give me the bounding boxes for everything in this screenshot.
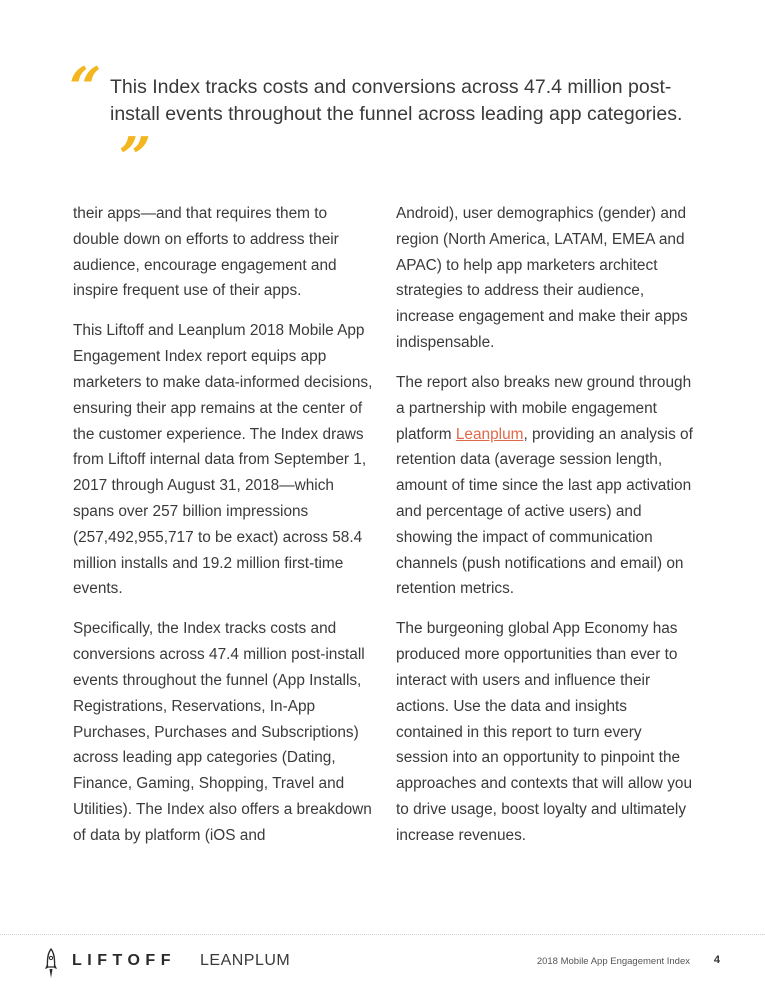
page-footer bbox=[40, 944, 730, 984]
close-quote-mark: ” bbox=[108, 125, 156, 191]
right-paragraph-3: The burgeoning global App Economy has produced more opportunities than ever to interact with users and influence their actions. Use the data and insights contained in this report to turn every session into an opportunity to pinpoint the approaches and contexts that will allow you to drive usage, boost loyalty and ultimately increase revenues. bbox=[396, 620, 693, 844]
open-quote-mark: “ bbox=[58, 55, 106, 121]
leanplum-logo: LEANPLUM bbox=[200, 952, 291, 969]
right-paragraph-1: Android), user demographics (gender) and region (North America, LATAM, EMEA and APAC) to help app marketers architect strategies to address their audience, increase engagement and make their apps indispensable. bbox=[396, 205, 688, 351]
right-paragraph-2-end: , providing an analysis of retention data (average session length, amount of time since the last app activation and percentage of active users) and showing the impact of communication channels (push notifications and email) on retention metrics. bbox=[396, 425, 693, 598]
liftoff-logo: LIFTOFF bbox=[72, 952, 176, 969]
left-paragraph-3: Specifically, the Index tracks costs and conversions across 47.4 million post-install events throughout the funnel (App Installs, Registrations, Reservations, In-App Purchases, Purchases and Subscriptions) across leading app categories (Dating, Finance, Gaming, Shopping, Travel and Utilities). The Index also offers a breakdown of data by platform (iOS and bbox=[73, 620, 372, 844]
left-column bbox=[73, 201, 373, 863]
footer-report-title: 2018 Mobile App Engagement Index bbox=[536, 956, 690, 967]
left-paragraph-2: This Liftoff and Leanplum 2018 Mobile App Engagement Index report equips app marketers to make data-informed decisions, ensuring their app remains at the center of the customer experience. The Index draws from Liftoff internal data from September 1, 2017 through August 31, 2018—which spans over 257 billion impressions (257,492,955,717 to be exact) across 58.4 million installs and 19.2 million first-time events. bbox=[73, 322, 373, 598]
pull-quote-text: This Index tracks costs and conversions across 47.4 million post-install events throughout the funnel across leading app categories. bbox=[110, 76, 683, 125]
rocket-icon bbox=[44, 948, 58, 980]
right-paragraph-2-start: The report also breaks new ground through a partnership with mobile engagement platform bbox=[396, 373, 692, 443]
footer-divider bbox=[0, 934, 765, 935]
page-number: 4 bbox=[713, 954, 720, 966]
left-paragraph-1: their apps—and that requires them to double down on efforts to address their audience, encourage engagement and inspire frequent use of their apps. bbox=[73, 205, 339, 300]
leanplum-link[interactable]: Leanplum bbox=[455, 425, 524, 443]
pull-quote-container bbox=[108, 74, 690, 191]
right-column bbox=[396, 201, 696, 863]
right-paragraph-2 bbox=[396, 370, 696, 602]
